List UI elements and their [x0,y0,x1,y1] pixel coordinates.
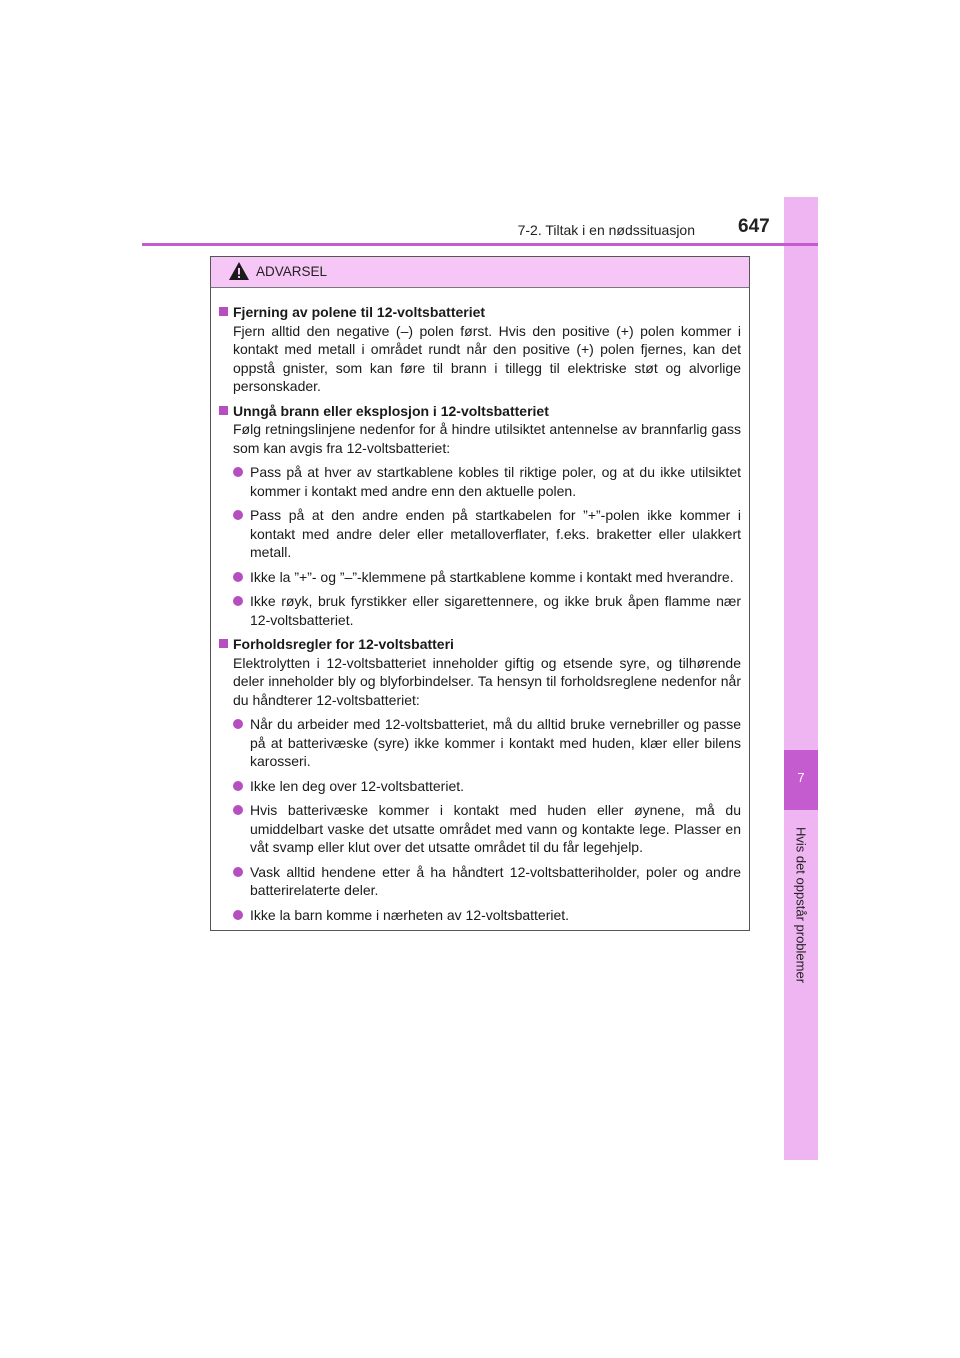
list-item: Pass på at hver av startkablene kobles til riktige poler, og at du ikke utilsiktet kommer i kontakt med andre enn den aktuelle polen. [219,463,741,500]
section-title: Fjerning av polene til 12-voltsbatteriet [219,303,741,322]
list-item: Pass på at den andre enden på startkabelen for ”+”-polen ikke kommer i kontakt med andre deler eller metalloverflater, f.eks. braketter eller ulakkert metall. [219,506,741,562]
round-bullet-icon [233,572,243,582]
list-item: Ikke la ”+”- og ”–”-klemmene på startkablene komme i kontakt med hverandre. [219,568,741,587]
round-bullet-icon [233,910,243,920]
warning-triangle-icon [228,261,250,286]
round-bullet-icon [233,510,243,520]
chapter-number: 7 [797,770,805,785]
section-title: Forholdsregler for 12-voltsbatteri [219,635,741,654]
round-bullet-icon [233,467,243,477]
warning-header [211,257,749,288]
warning-box [210,256,750,931]
chapter-label: Hvis det oppstår problemer [793,826,809,984]
square-bullet-icon [219,307,228,316]
square-bullet-icon [219,406,228,415]
round-bullet-icon [233,805,243,815]
section-text: Følg retningslinjene nedenfor for å hindre utilsiktet antennelse av brannfarlig gass som kan avgis fra 12-voltsbatteriet: [233,421,741,456]
chapter-sidebar [784,197,818,1160]
list-item: Hvis batterivæske kommer i kontakt med huden eller øynene, må du umiddelbart vaske det utsatte området med vann og kontakte lege. Plasser en våt svamp eller klut over det utsatte området til du får legehjelp. [219,801,741,857]
section-text: Fjern alltid den negative (–) polen først. Hvis den positive (+) polen kommer i kontakt med metall i området rundt når den positive (+) polen fjernes, kan det oppstå gnister, som kan føre til brann i tillegg til elektriske støt og alvorlige personskader. [233,322,741,394]
warning-title: ADVARSEL [256,264,328,279]
list-item: Ikke la barn komme i nærheten av 12-voltsbatteriet. [219,906,741,925]
round-bullet-icon [233,867,243,877]
round-bullet-icon [233,719,243,729]
list-item: Vask alltid hendene etter å ha håndtert 12-voltsbatteriholder, poler og andre batterirelaterte deler. [219,863,741,900]
round-bullet-icon [233,596,243,606]
warning-body [211,288,749,924]
round-bullet-icon [233,781,243,791]
square-bullet-icon [219,639,228,648]
header-rule [142,243,818,246]
list-item: Ikke len deg over 12-voltsbatteriet. [219,777,741,796]
section-title: Unngå brann eller eksplosjon i 12-voltsbatteriet [219,402,741,421]
list-item: Når du arbeider med 12-voltsbatteriet, må du alltid bruke vernebriller og passe på at batterivæske (syre) ikke kommer i kontakt med huden, klær eller bilens karosseri. [219,715,741,771]
page-number: 647 [738,216,770,237]
list-item: Ikke røyk, bruk fyrstikker eller sigarettennere, og ikke bruk åpen flamme nær 12-voltsbatteriet. [219,592,741,629]
section-heading: 7-2. Tiltak i en nødssituasjon [517,222,695,238]
section-text: Elektrolytten i 12-voltsbatteriet inneholder giftig og etsende syre, og tilhørende deler inneholder bly og blyforbindelser. Ta hensyn til forholdsreglene nedenfor når du håndterer 12-voltsbatteriet: [233,654,741,708]
